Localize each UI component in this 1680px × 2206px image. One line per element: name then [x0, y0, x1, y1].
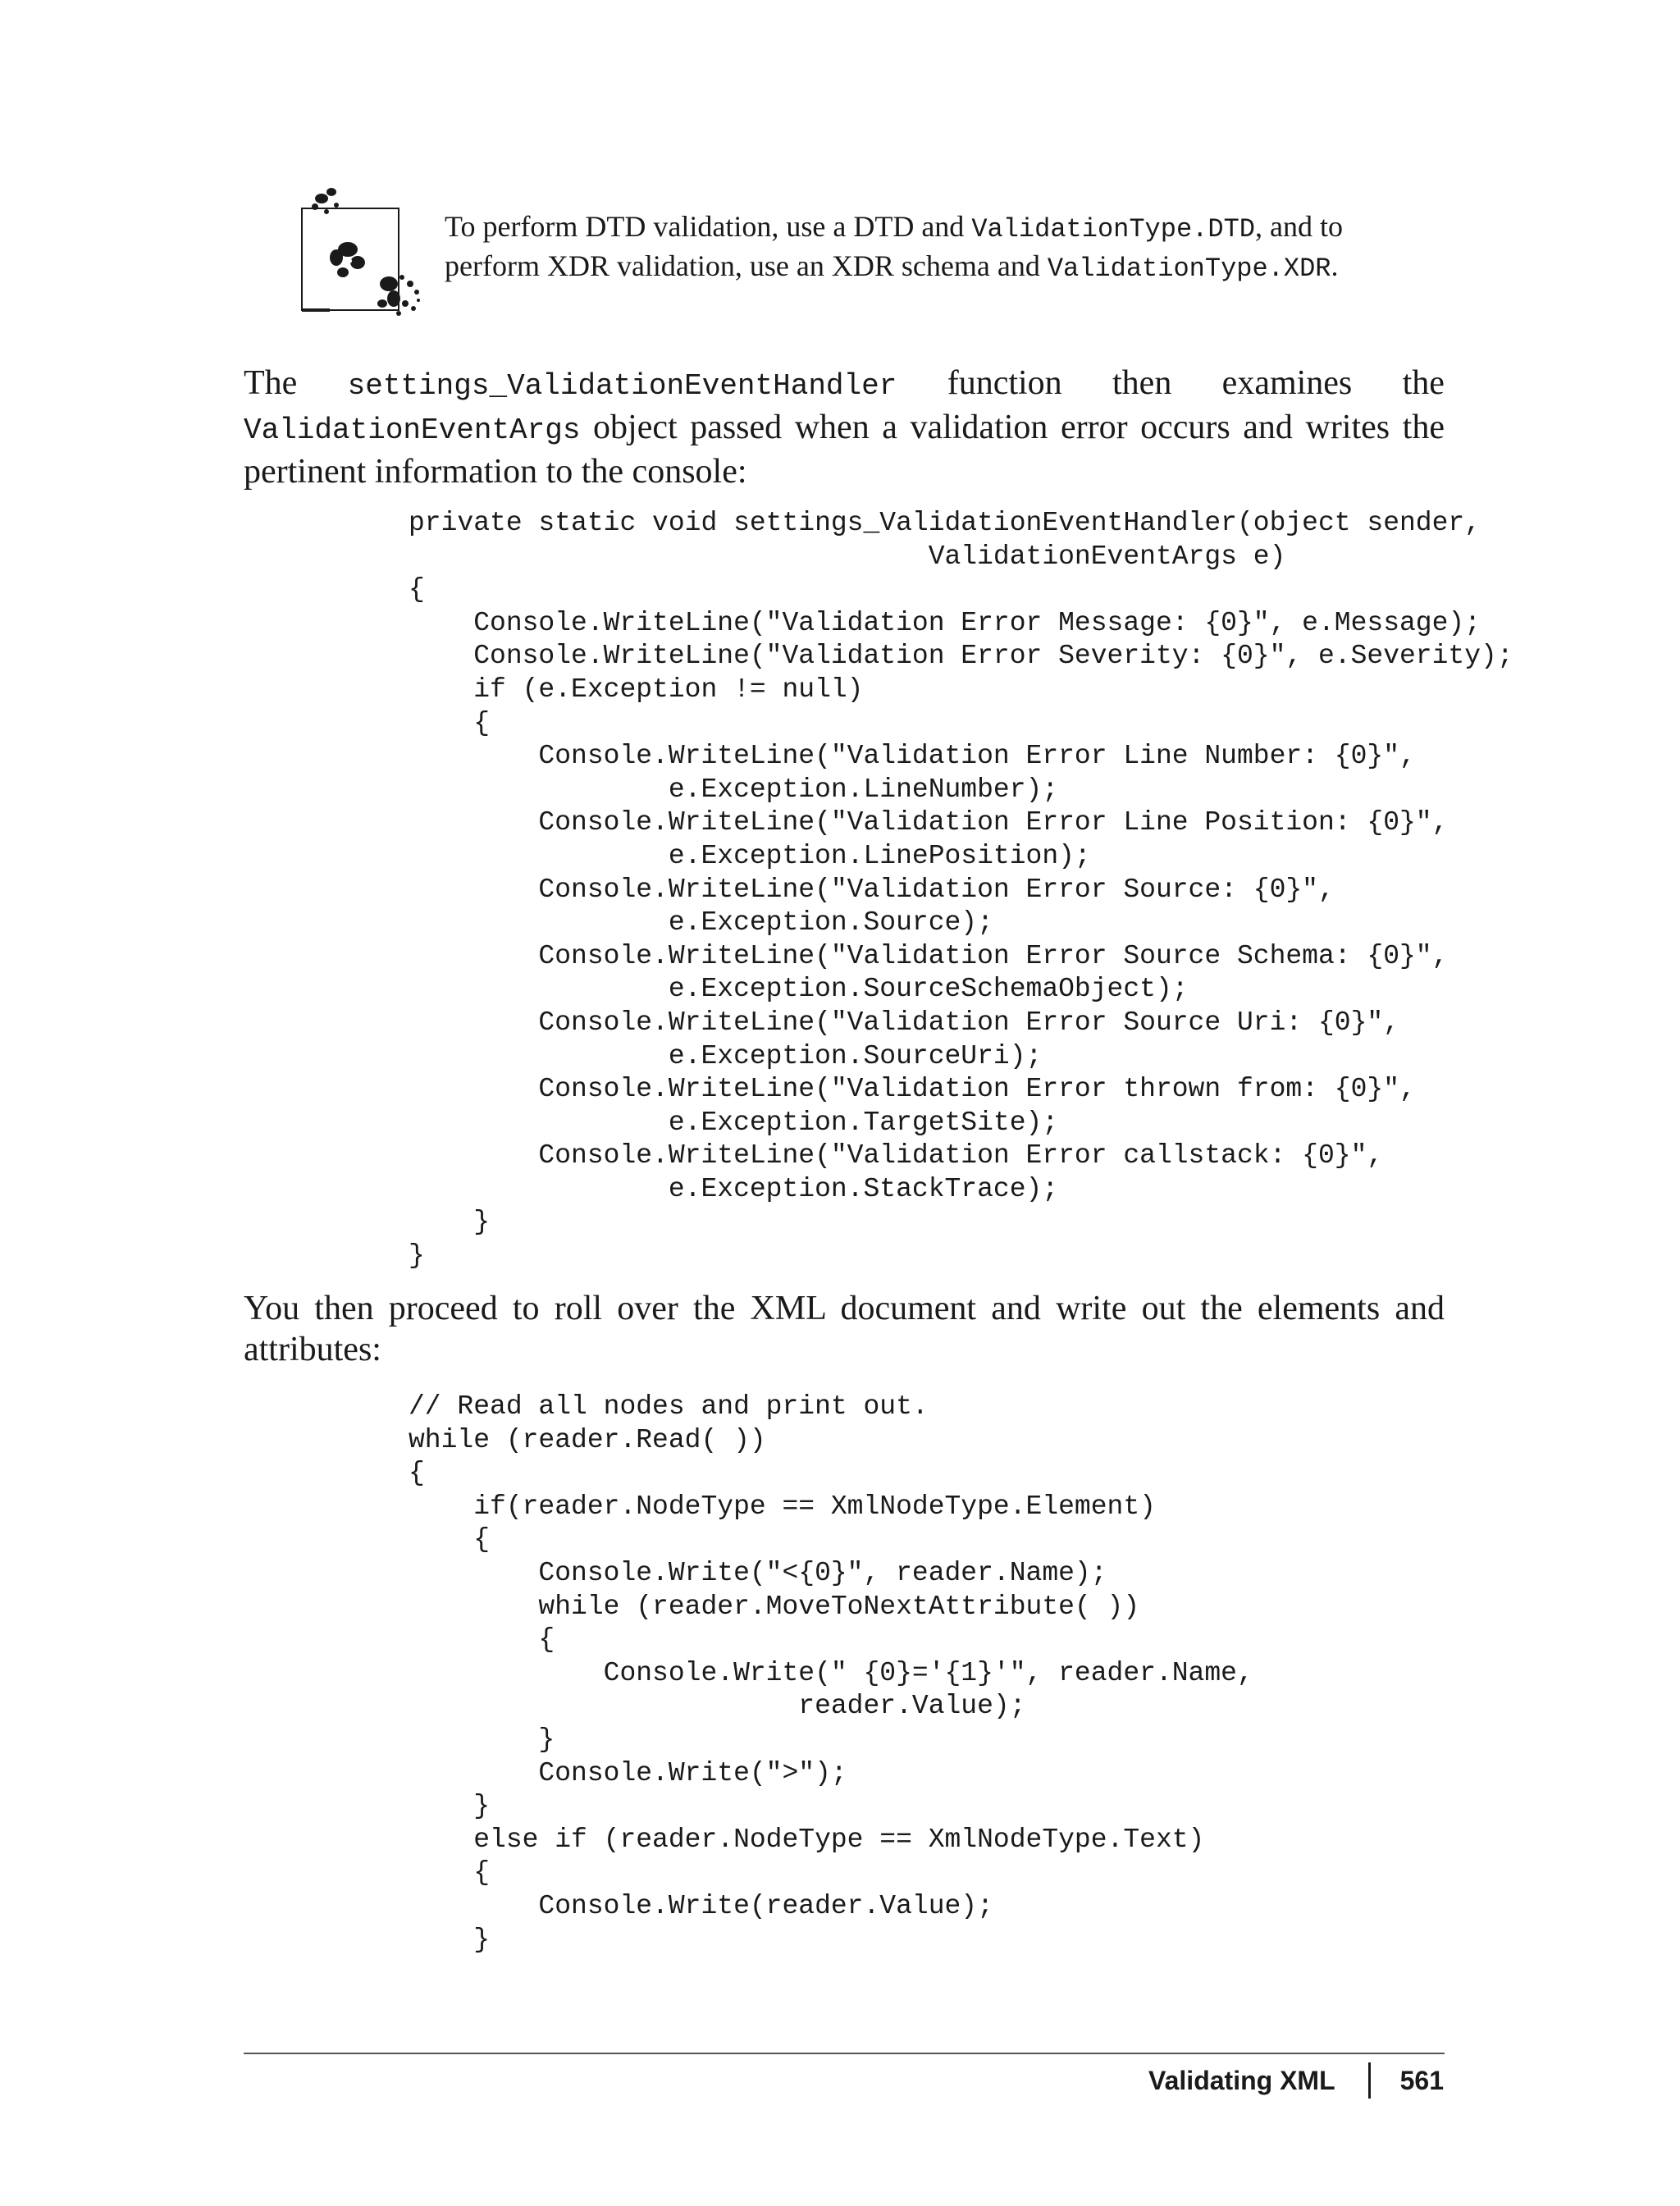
raccoon-tip-icon [297, 180, 453, 320]
code-listing-validation-handler: private static void settings_ValidationEventHandler(object sender, ValidationEventArgs e) { Console.WriteLine("Validation Error Message: {0}", e.Message); Console.WriteLine("Validation Error Severity: {0}", e.Severity); if (e.Exception != null) { Console.WriteLine("Validation Error Line Number: {0}", e.Exception.LineNumber); Console.WriteLine("Validation Error Line Position: {0}", e.Exception.LinePosition); Console.WriteLine("Validation Error Source: {0}", e.Exception.Source); Console.WriteLine("Validation Error Source Schema: {0}", e.Exception.SourceSchemaObject); Console.WriteLine("Validation Error Source Uri: {0}", e.Exception.SourceUri); Console.WriteLine("Validation Error thrown from: {0}", e.Exception.TargetSite); Console.WriteLine("Validation Error callstack: {0}", e.Exception.StackTrace); } } [409, 508, 1513, 1272]
code-listing-read-nodes: // Read all nodes and print out. while (reader.Read( )) { if(reader.NodeType == XmlNodeType.Element) { Console.Write("<{0}", reader.Name); while (reader.MoveToNextAttribute( )) { Console.Write(" {0}='{1}'", reader.Name, reader.Value); } Console.Write(">"); } else if (reader.NodeType == XmlNodeType.Text) { Console.Write(reader.Value); } [409, 1391, 1253, 1955]
tip-text [445, 208, 1347, 287]
page-number: 561 [1399, 2065, 1444, 2095]
paragraph-1-first-line [244, 363, 1445, 407]
paragraph-1-rest-text: object passed when a validation error occurs and writes the pertinent information to the console: [244, 409, 1445, 491]
word-then: then [1112, 364, 1172, 402]
word-the-2: the [1402, 364, 1445, 402]
tip-seg-0: To perform DTD validation, use a DTD and [445, 210, 972, 243]
word-the: The [244, 364, 298, 402]
tip-seg-2: , and to perform XDR validation, use an XDR schema and [445, 210, 1343, 282]
footer-section-title: Validating XML [1148, 2065, 1335, 2095]
tip-code-validationtype-dtd: ValidationType.DTD [971, 214, 1255, 244]
tip-code-validationtype-xdr: ValidationType.XDR [1047, 253, 1331, 284]
word-examines: examines [1221, 364, 1353, 402]
paragraph-2: You then proceed to roll over the XML document and write out the elements and attributes: [244, 1290, 1445, 1368]
footer-rule [244, 2053, 1445, 2054]
code-validation-event-args: ValidationEventArgs [244, 413, 581, 447]
footer-separator [1368, 2062, 1371, 2099]
page-footer [1148, 2061, 1444, 2100]
word-function: function [947, 364, 1062, 402]
paragraph-1 [244, 363, 1445, 492]
paragraph-1-rest [244, 407, 1445, 492]
code-settings-validation-event-handler: settings_ValidationEventHandler [347, 369, 897, 403]
tip-note [297, 180, 1343, 320]
tip-seg-4: . [1331, 249, 1339, 282]
